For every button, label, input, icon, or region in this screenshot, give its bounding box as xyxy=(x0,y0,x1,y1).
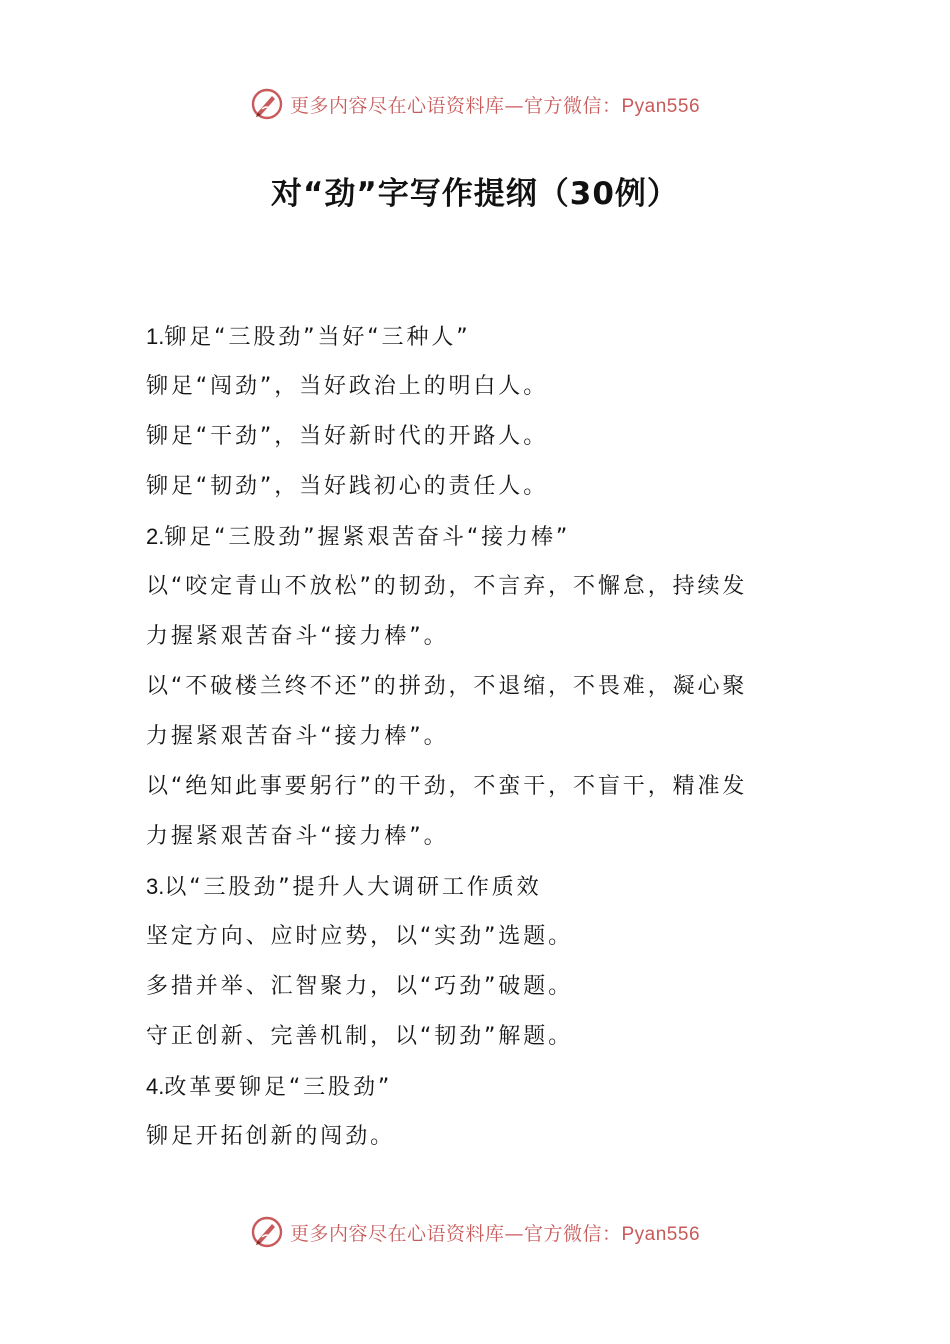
paragraph-line: 力握紧艰苦奋斗“接力棒”。 xyxy=(146,824,449,849)
paragraph-line: 以“绝知此事要躬行”的干劲，不蛮干，不盲干，精准发 xyxy=(146,774,748,799)
banner-official-label: 官方微信： xyxy=(523,94,622,117)
banner-separator: — xyxy=(504,94,524,117)
paragraph-line: 铆足“闯劲”，当好政治上的明白人。 xyxy=(146,374,549,399)
paragraph-line: 力握紧艰苦奋斗“接力棒”。 xyxy=(146,624,449,649)
paragraph-line: 铆足“干劲”，当好新时代的开路人。 xyxy=(146,424,549,449)
banner-official-label: 官方微信： xyxy=(523,1222,622,1245)
banner-wechat-id: Pyan556 xyxy=(621,1223,701,1245)
section-heading-1: 1.铆足“三股劲”当好“三种人” xyxy=(146,324,471,350)
document-body xyxy=(146,312,810,1162)
paragraph-line: 守正创新、完善机制，以“韧劲”解题。 xyxy=(146,1024,573,1049)
pen-logo-icon xyxy=(250,1215,284,1249)
paragraph-line: 多措并举、汇智聚力，以“巧劲”破题。 xyxy=(146,974,573,999)
section-heading-4: 4.改革要铆足“三股劲” xyxy=(146,1074,393,1100)
footer-banner xyxy=(0,1212,950,1252)
banner-text xyxy=(290,91,700,118)
section-heading-3: 3.以“三股劲”提升人大调研工作质效 xyxy=(146,874,542,900)
banner-text xyxy=(290,1219,700,1246)
document-title: 对“劲”字写作提纲（30例） xyxy=(271,176,679,212)
banner-separator: — xyxy=(504,1222,524,1245)
paragraph-line: 坚定方向、应时应势，以“实劲”选题。 xyxy=(146,924,573,949)
header-banner xyxy=(0,84,950,124)
banner-slogan: 更多内容尽在心语资料库 xyxy=(289,1222,505,1245)
banner-slogan: 更多内容尽在心语资料库 xyxy=(289,94,505,117)
paragraph-line: 铆足“韧劲”，当好践初心的责任人。 xyxy=(146,474,549,499)
paragraph-line: 铆足开拓创新的闯劲。 xyxy=(146,1124,396,1149)
paragraph-line: 力握紧艰苦奋斗“接力棒”。 xyxy=(146,724,449,749)
paragraph-line: 以“咬定青山不放松”的韧劲，不言弃，不懈怠，持续发 xyxy=(146,574,748,599)
banner-wechat-id: Pyan556 xyxy=(621,95,701,117)
pen-logo-icon xyxy=(250,87,284,121)
section-heading-2: 2.铆足“三股劲”握紧艰苦奋斗“接力棒” xyxy=(146,524,571,550)
paragraph-line: 以“不破楼兰终不还”的拼劲，不退缩，不畏难，凝心聚 xyxy=(146,674,748,699)
